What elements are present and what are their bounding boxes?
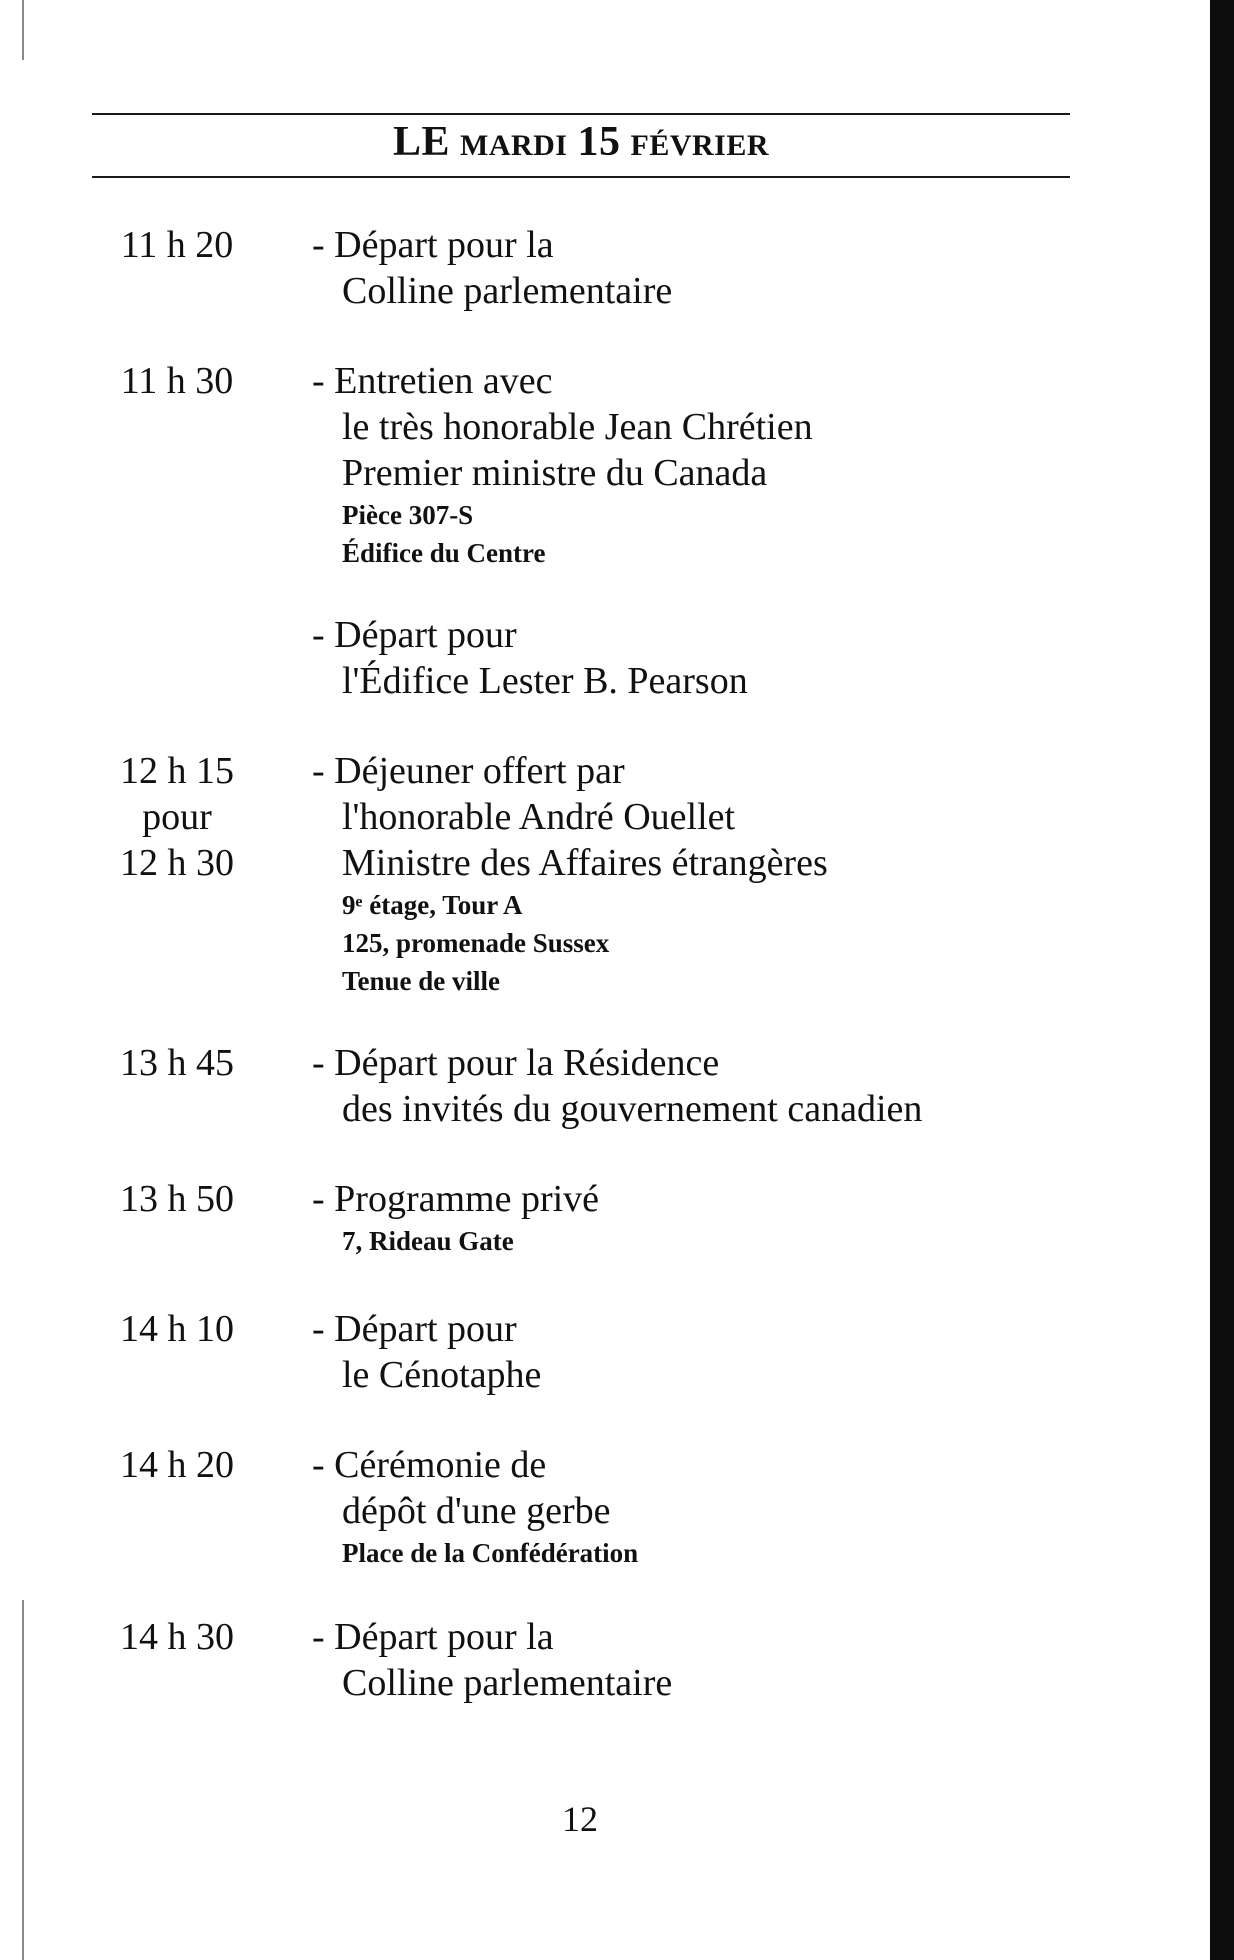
entry-line: Colline parlementaire xyxy=(342,1662,673,1704)
entry-line: - Départ pour la xyxy=(312,224,554,266)
entry-description xyxy=(312,748,1192,1000)
entry-line: Premier ministre du Canada xyxy=(342,452,768,494)
entry-description xyxy=(312,612,1192,704)
entry-location: 125, promenade Sussex xyxy=(342,928,610,958)
entry-line: l'honorable André Ouellet xyxy=(342,796,736,838)
entry-line: Colline parlementaire xyxy=(342,270,673,312)
header-top-rule xyxy=(92,113,1070,115)
entry-time: 13 h 50 xyxy=(120,1178,234,1220)
header-bottom-rule xyxy=(92,176,1070,178)
entry-location: Place de la Confédération xyxy=(342,1538,639,1568)
entry-line: l'Édifice Lester B. Pearson xyxy=(342,660,748,702)
entry-time: 13 h 45 xyxy=(120,1042,234,1084)
entry-line: le très honorable Jean Chrétien xyxy=(342,406,813,448)
title-month: FÉVRIER xyxy=(630,129,770,162)
entry-description xyxy=(312,1176,1192,1260)
entry-description xyxy=(312,1614,1192,1706)
entry-line: dépôt d'une gerbe xyxy=(342,1490,611,1532)
entry-description xyxy=(312,1040,1192,1132)
entry-location: Pièce 307-S xyxy=(342,500,474,530)
entry-location: 7, Rideau Gate xyxy=(342,1226,514,1256)
entry-line: Ministre des Affaires étrangères xyxy=(342,842,828,884)
entry-line: - Départ pour la xyxy=(312,1616,554,1658)
entry-location: Édifice du Centre xyxy=(342,538,546,568)
scan-speck xyxy=(22,1600,24,1960)
entry-line: - Départ pour la Résidence xyxy=(312,1042,720,1084)
entry-time: 11 h 20 xyxy=(120,224,234,266)
entry-dress-code: Tenue de ville xyxy=(342,966,501,996)
entry-line: - Cérémonie de xyxy=(312,1444,547,1486)
entry-time: 12 h 15 pour 12 h 30 xyxy=(120,750,234,884)
entry-line: - Programme privé xyxy=(312,1178,600,1220)
entry-description xyxy=(312,1306,1192,1398)
page-title xyxy=(92,118,1070,166)
entry-line: - Déjeuner offert par xyxy=(312,750,625,792)
entry-line: - Départ pour xyxy=(312,614,517,656)
entry-line: des invités du gouvernement canadien xyxy=(342,1088,923,1130)
title-prefix: LE xyxy=(392,119,450,165)
title-day: MARDI xyxy=(460,129,568,162)
entry-line: le Cénotaphe xyxy=(342,1354,542,1396)
entry-time: 14 h 20 xyxy=(120,1444,234,1486)
entry-description xyxy=(312,358,1192,572)
entry-location: 9ᵉ étage, Tour A xyxy=(342,890,523,920)
entry-time: 11 h 30 xyxy=(120,360,234,402)
title-date-number: 15 xyxy=(577,119,621,165)
entry-description xyxy=(312,222,1192,314)
entry-description xyxy=(312,1442,1192,1572)
scan-border xyxy=(1210,0,1234,1960)
entry-time: 14 h 10 xyxy=(120,1308,234,1350)
entry-line: - Départ pour xyxy=(312,1308,517,1350)
entry-time: 14 h 30 xyxy=(120,1616,234,1658)
scan-speck xyxy=(22,0,24,60)
entry-line: - Entretien avec xyxy=(312,360,553,402)
page-number: 12 xyxy=(562,1799,598,1839)
